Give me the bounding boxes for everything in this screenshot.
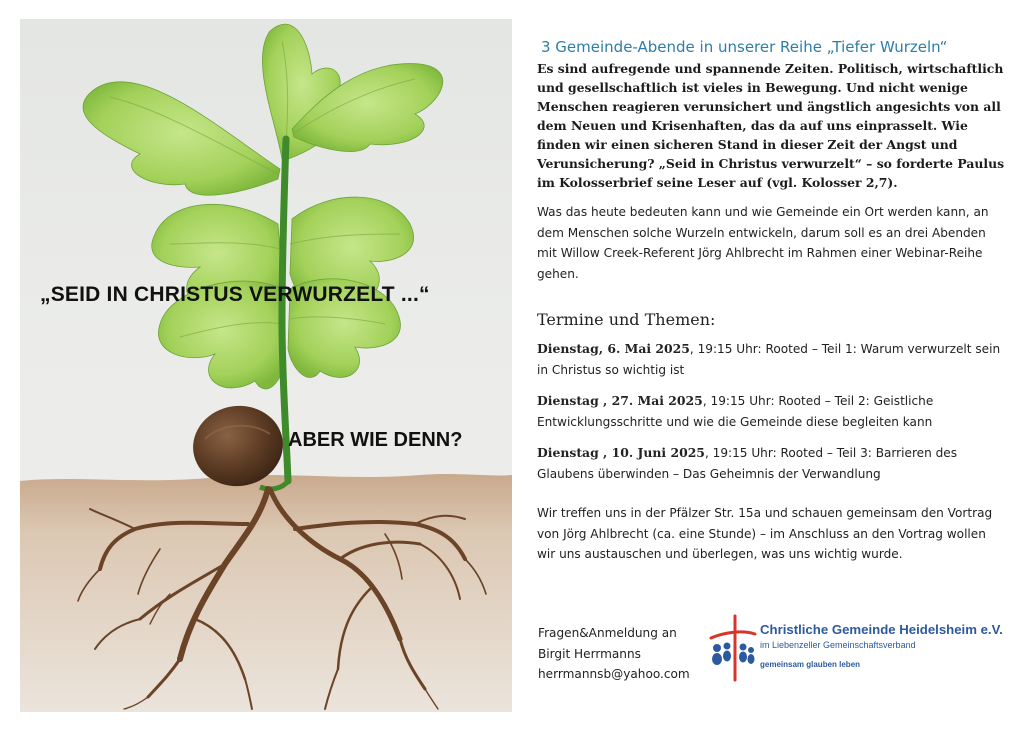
event-item bbox=[537, 443, 1007, 484]
contact-email[interactable]: herrmannsb@yahoo.com bbox=[538, 667, 690, 681]
logo-subtitle: im Liebenzeller Gemeinschaftsverband bbox=[760, 640, 916, 650]
event-date: Dienstag, 6. Mai 2025 bbox=[537, 341, 690, 356]
contact-line: Fragen&Anmeldung an bbox=[538, 626, 677, 640]
event-text: , 19:15 Uhr: Rooted – Teil 1: Warum verwurzelt sein in Christus so wichtig ist bbox=[537, 342, 1001, 377]
event-text: , 19:15 Uhr: Rooted – Teil 2: Geistliche Entwicklungsschritte und wie die Gemeinde diese begleiten kann bbox=[537, 394, 934, 429]
quote-title: „SEID IN CHRISTUS VERWURZELT ...“ bbox=[40, 283, 430, 306]
leaves bbox=[83, 24, 443, 389]
cross-people-icon bbox=[705, 614, 757, 684]
church-logo bbox=[705, 614, 1015, 684]
body-paragraph: Was das heute bedeuten kann und wie Gemeinde ein Ort werden kann, an dem Menschen solche Wurzeln entwickeln, darum soll es an drei Abenden mit Willow Creek-Referent Jörg Ahlbrecht im Rahmen einer Webinar-Reihe gehen. bbox=[537, 205, 989, 281]
question-subtitle: ABER WIE DENN? bbox=[288, 429, 463, 451]
text-column bbox=[537, 38, 1007, 565]
contact-name: Birgit Herrmanns bbox=[538, 646, 641, 661]
event-item bbox=[537, 391, 1007, 432]
contact-block bbox=[538, 623, 690, 685]
event-date: Dienstag , 10. Juni 2025 bbox=[537, 445, 705, 460]
illustration bbox=[20, 19, 512, 712]
logo-tagline: gemeinsam glauben leben bbox=[760, 660, 861, 669]
closing-paragraph: Wir treffen uns in der Pfälzer Str. 15a und schauen gemeinsam den Vortrag von Jörg Ahlbrecht (ca. eine Stunde) – im Anschluss an den Vortrag wollen wir uns austauschen und überlegen, was uns wichtig wurde. bbox=[537, 506, 993, 561]
intro-paragraph: Es sind aufregende und spannende Zeiten. Politisch, wirtschaftlich und gesellschaftlich ist vieles in Bewegung. Und nicht wenige Menschen reagieren verunsichert und ängstlich angesichts von all dem Neuen und Krisenhaften, das da auf uns einprasselt. Wie finden wir einen sicheren Stand in dieser Zeit der Angst und Verunsicherung? „Seid in Christus verwurzelt“ – so forderte Paulus im Kolosserbrief seine Leser auf (vgl. Kolosser 2,7). bbox=[537, 61, 1005, 190]
oak-seedling-illustration bbox=[20, 19, 512, 712]
logo-name: Christliche Gemeinde Heidelsheim e.V. bbox=[760, 622, 1003, 637]
event-item bbox=[537, 339, 1007, 380]
leaf bbox=[83, 82, 280, 195]
page-heading: 3 Gemeinde-Abende in unserer Reihe „Tiefer Wurzeln“ bbox=[541, 38, 948, 56]
termine-heading: Termine und Themen: bbox=[537, 310, 716, 329]
event-date: Dienstag , 27. Mai 2025 bbox=[537, 393, 703, 408]
event-text: , 19:15 Uhr: Rooted – Teil 3: Barrieren des Glaubens überwinden – Das Geheimnis der Verwandlung bbox=[537, 446, 958, 481]
